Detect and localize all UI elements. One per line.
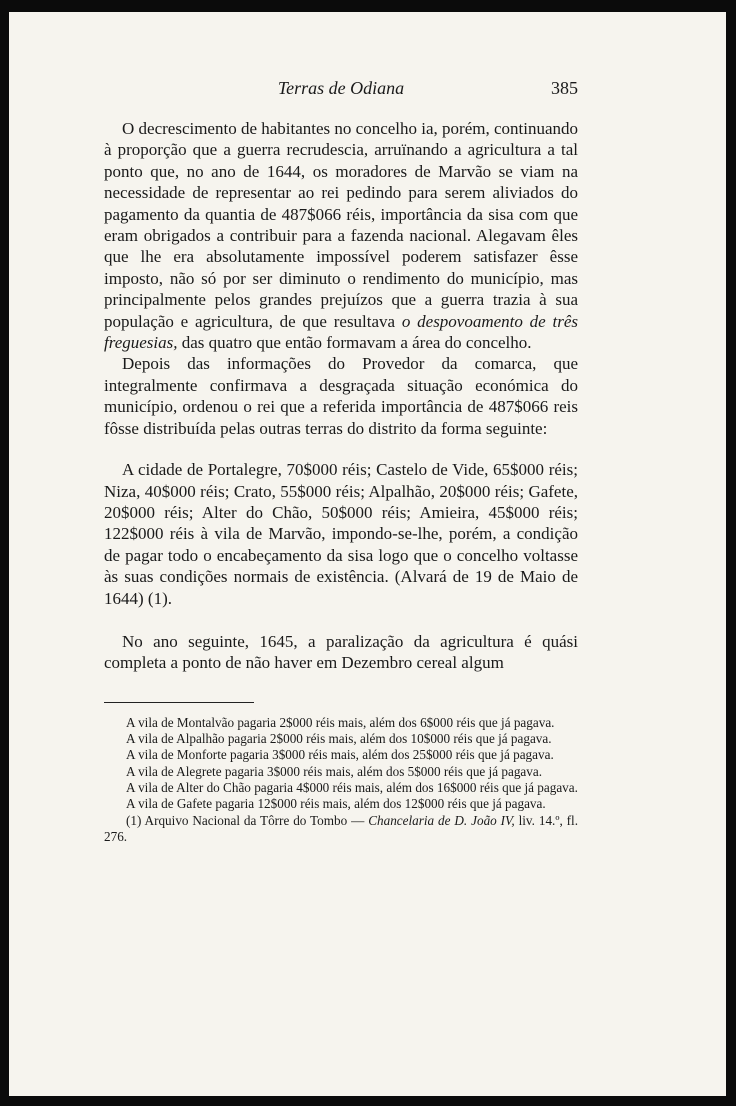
footnote-alpalhao: A vila de Alpalhão pagaria 2$000 réis mais, além dos 10$000 réis que já pagava. (126, 731, 552, 747)
scan-border-bottom (0, 1096, 736, 1106)
footnote-gafete: A vila de Gafete pagaria 12$000 réis mais, além dos 12$000 réis que já pagava. (126, 796, 546, 812)
scan-border-left (0, 0, 9, 1106)
paragraph-4: No ano seguinte, 1645, a paralização da agricultura é quási completa a ponto de não haver em Dezembro cereal algum (104, 631, 578, 673)
book-page (104, 76, 578, 845)
footnote-source (104, 813, 578, 846)
paragraph-1-text: O decrescimento de habitantes no concelho ia, porém, continuando à proporção que a guerra recrudescia, arruïnando a agricultura a tal ponto que, no ano de 1644, os moradores de Marvão se viam na necessidade de representar ao rei pedindo para serem aliviados do pagamento da quantia de 487$066 réis, importância da sisa com que eram obrigados a contribuir para a fazenda nacional. Alegavam êles que lhe era absolutamente impossível poderem satisfazer êsse imposto, não só por ser diminuto o rendimento do município, mas principalmente pelos grandes prejuízos que a guerra trazia à sua população e agricultura, de que resultava (104, 119, 579, 331)
footnote-rule (104, 702, 254, 703)
footnote-monforte: A vila de Monforte pagaria 3$000 réis mais, além dos 25$000 réis que já pagava. (126, 747, 554, 763)
paragraph-1 (104, 118, 578, 353)
scan-border-top (0, 0, 736, 12)
paragraph-2: Depois das informações do Provedor da comarca, que integralmente confirmava a desgraçada situação económica do município, ordenou o rei que a referida importância de 487$066 reis fôsse distribuída pelas outras terras do distrito da forma seguinte: (104, 354, 578, 438)
footnote-alegrete: A vila de Alegrete pagaria 3$000 réis mais, além dos 5$000 réis que já pagava. (126, 763, 543, 779)
paragraph-1-italic: o despovoamento de três freguesias, (104, 311, 578, 353)
footnote-source-text: (1) Arquivo Nacional da Tôrre do Tombo — (126, 812, 369, 828)
running-title: Terras de Odiana (277, 78, 405, 98)
body-text (104, 118, 578, 674)
paragraph-3: A cidade de Portalegre, 70$000 réis; Castelo de Vide, 65$000 réis; Niza, 40$000 réis; Crato, 55$000 réis; Alpalhão, 20$000 réis; Gafete, 20$000 réis; Alter do Chão, 50$000 réis; Amieira, 45$000 réis; 122$000 réis à vila de Marvão, impondo-se-lhe, porém, a condição de pagar todo o encabeçamento da sisa logo que o concelho voltasse às suas condições normais de existência. (Alvará de 19 de Maio de 1644) (1). (104, 460, 578, 608)
footnote-montalvao: A vila de Montalvão pagaria 2$000 réis mais, além dos 6$000 réis que já pagava. (126, 714, 555, 730)
footnote-source-italic: Chancelaria de D. João IV, (368, 812, 515, 828)
page-number: 385 (551, 78, 578, 98)
footnote-alter-do-chao: A vila de Alter do Chão pagaria 4$000 réis mais, além dos 16$000 réis que já pagava. (126, 779, 578, 795)
footnotes (104, 715, 578, 845)
footnote-source-tail: liv. 14.º, fl. 276. (104, 812, 578, 844)
page-header (104, 76, 578, 104)
paragraph-1-tail: das quatro que então formavam a área do concelho. (177, 333, 532, 353)
scan-border-right (726, 0, 736, 1106)
